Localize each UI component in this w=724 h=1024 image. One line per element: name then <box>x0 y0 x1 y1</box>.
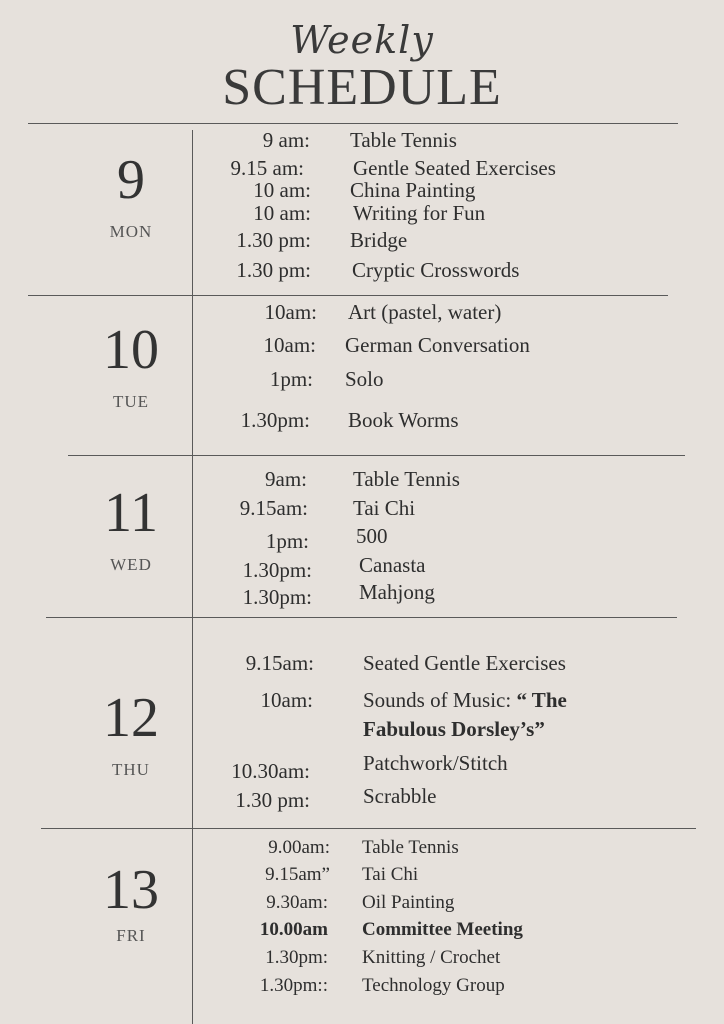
item-activity: Tai Chi <box>362 864 419 885</box>
day-name: MON <box>109 222 153 241</box>
item-time: 9.15am” <box>265 864 330 885</box>
item-time: 1.30pm: <box>240 408 310 432</box>
item-activity: Gentle Seated Exercises <box>353 156 556 180</box>
item-time: 10 am: <box>253 201 311 225</box>
item-activity: Scrabble <box>363 784 437 808</box>
divider-thu-fri <box>41 828 696 829</box>
item-activity-text: Sounds of Music: <box>363 688 517 712</box>
day-name: WED <box>110 555 152 574</box>
item-time: 10.00am <box>259 919 328 940</box>
item-activity: Writing for Fun <box>353 201 486 225</box>
day-name: FRI <box>116 926 146 945</box>
item-time: 9 am: <box>262 128 310 152</box>
item-activity: Canasta <box>359 553 426 577</box>
item-activity: Tai Chi <box>353 496 416 520</box>
item-activity: China Painting <box>350 178 476 202</box>
item-activity-bold: “ The <box>516 688 567 712</box>
day-number: 10 <box>103 319 159 381</box>
item-activity: Technology Group <box>362 975 505 996</box>
item-activity: Art (pastel, water) <box>348 300 502 324</box>
item-time: 9am: <box>265 467 307 491</box>
item-time: 1.30pm:: <box>259 975 328 996</box>
item-activity-bold-line2: Fabulous Dorsley’s” <box>363 717 545 741</box>
day-number: 9 <box>117 149 145 211</box>
item-time: 1.30pm: <box>265 947 328 968</box>
item-activity: Table Tennis <box>353 467 460 491</box>
item-time: 10am: <box>264 300 317 324</box>
item-time: 9.15am: <box>245 651 314 675</box>
day-number: 12 <box>103 687 159 749</box>
item-activity: 500 <box>356 524 388 548</box>
item-time: 1pm: <box>265 529 309 553</box>
item-activity: Mahjong <box>359 580 435 604</box>
item-time: 1.30pm: <box>242 585 312 609</box>
item-activity: Patchwork/Stitch <box>363 751 508 775</box>
item-activity <box>363 688 567 713</box>
page-title: SCHEDULE <box>222 59 502 116</box>
header-script-title: Weekly <box>290 18 434 62</box>
divider-wed-thu <box>46 617 677 618</box>
item-activity: Cryptic Crosswords <box>352 258 520 282</box>
item-time: 10am: <box>260 688 313 712</box>
day-number: 13 <box>103 859 159 921</box>
item-activity: Table Tennis <box>362 837 459 858</box>
divider-mon-tue <box>28 295 668 296</box>
day-tuesday <box>70 319 192 412</box>
day-wednesday <box>70 482 192 575</box>
item-activity: Committee Meeting <box>362 919 523 940</box>
item-time: 1.30 pm: <box>236 258 311 282</box>
item-time: 10 am: <box>253 178 311 202</box>
item-activity: Bridge <box>350 228 408 252</box>
item-time: 9.30am: <box>266 892 328 913</box>
item-time: 1.30 pm: <box>235 788 310 812</box>
item-activity: Oil Painting <box>362 892 455 913</box>
item-activity: Solo <box>345 367 384 391</box>
divider-top <box>28 123 678 124</box>
day-monday <box>70 149 192 242</box>
item-time: 1pm: <box>269 367 313 391</box>
item-activity: Book Worms <box>348 408 459 432</box>
item-time: 9.15am: <box>239 496 308 520</box>
item-activity: Table Tennis <box>350 128 457 152</box>
day-number: 11 <box>104 482 158 544</box>
day-name: TUE <box>112 392 150 411</box>
day-friday <box>70 859 192 946</box>
item-time: 1.30pm: <box>242 558 312 582</box>
column-divider <box>192 130 193 1024</box>
item-activity: German Conversation <box>345 333 530 357</box>
item-time: 1.30 pm: <box>236 228 311 252</box>
item-time: 10.30am: <box>231 759 310 783</box>
day-thursday <box>70 687 192 780</box>
item-time: 10am: <box>263 333 316 357</box>
divider-tue-wed <box>68 455 685 456</box>
item-activity: Knitting / Crochet <box>362 947 501 968</box>
item-time: 9.00am: <box>268 837 330 858</box>
item-time: 9.15 am: <box>230 156 304 180</box>
item-activity: Seated Gentle Exercises <box>363 651 566 675</box>
day-name: THU <box>112 760 150 779</box>
